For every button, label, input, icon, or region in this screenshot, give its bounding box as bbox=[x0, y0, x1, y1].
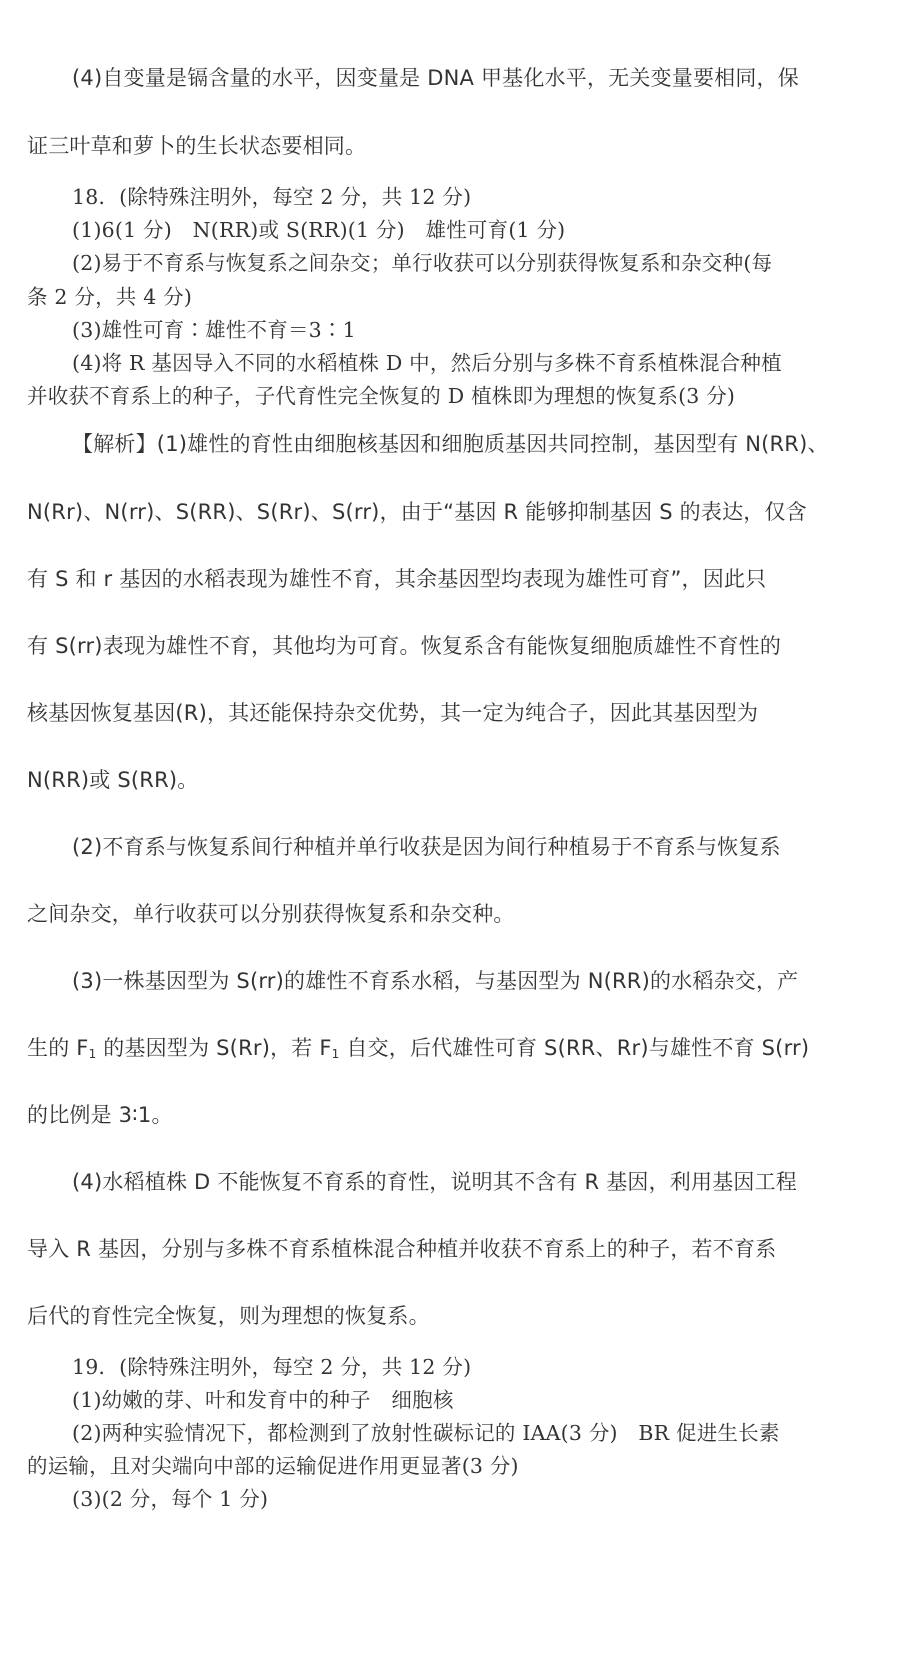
q18-answer-2-line2: 条 2 分，共 4 分) bbox=[27, 285, 193, 309]
q19-header: 19．(除特殊注明外，每空 2 分，共 12 分) bbox=[72, 1355, 472, 1379]
subscript-1b: 1 bbox=[331, 1047, 340, 1061]
analysis-p3-text-a: 生的 F bbox=[27, 1036, 89, 1060]
analysis-p2-line1: (2)不育系与恢复系间行种植并单行收获是因为间行种植易于不育系与恢复系 bbox=[72, 835, 781, 859]
analysis-p4-line1: (4)水稻植株 D 不能恢复不育系的育性，说明其不含有 R 基因，利用基因工程 bbox=[72, 1170, 798, 1194]
q19-answer-2-line2: 的运输，且对尖端向中部的运输促进作用更显著(3 分) bbox=[27, 1454, 519, 1478]
analysis-p3-line3: 的比例是 3∶1。 bbox=[27, 1103, 173, 1127]
analysis-p4-line2: 导入 R 基因，分别与多株不育系植株混合种植并收获不育系上的种子，若不育系 bbox=[27, 1237, 777, 1261]
subscript-1a: 1 bbox=[88, 1047, 97, 1061]
analysis-p1-line6: N(RR)或 S(RR)。 bbox=[27, 768, 199, 792]
q18-answer-4-line2: 并收获不育系上的种子，子代育性完全恢复的 D 植株即为理想的恢复系(3 分) bbox=[27, 384, 736, 408]
q19-answer-2-line1: (2)两种实验情况下，都检测到了放射性碳标记的 IAA(3 分) BR 促进生长素 bbox=[72, 1421, 780, 1445]
q18-answer-1: (1)6(1 分) N(RR)或 S(RR)(1 分) 雄性可育(1 分) bbox=[72, 218, 566, 242]
analysis-p4-line3: 后代的育性完全恢复，则为理想的恢复系。 bbox=[27, 1304, 430, 1328]
analysis-p2-line2: 之间杂交，单行收获可以分别获得恢复系和杂交种。 bbox=[27, 902, 515, 926]
q19-answer-1: (1)幼嫩的芽、叶和发育中的种子 细胞核 bbox=[72, 1388, 454, 1412]
q19-answer-3: (3)(2 分，每个 1 分) bbox=[72, 1487, 269, 1511]
analysis-p3-line2 bbox=[27, 1032, 809, 1062]
q17-part4-line2: 证三叶草和萝卜的生长状态要相同。 bbox=[27, 134, 367, 158]
q18-answer-2-line1: (2)易于不育系与恢复系之间杂交；单行收获可以分别获得恢复系和杂交种(每 bbox=[72, 251, 773, 275]
q18-header: 18．(除特殊注明外，每空 2 分，共 12 分) bbox=[72, 185, 472, 209]
q18-answer-3: (3)雄性可育∶雄性不育＝3∶1 bbox=[72, 318, 356, 342]
analysis-p1-line1: 【解析】(1)雄性的育性由细胞核基因和细胞质基因共同控制，基因型有 N(RR)、 bbox=[72, 432, 829, 456]
analysis-p1-line2: N(Rr)、N(rr)、S(RR)、S(Rr)、S(rr)，由于“基因 R 能够抑制基因 S 的表达，仅含 bbox=[27, 500, 807, 524]
q17-part4-line1: (4)自变量是镉含量的水平，因变量是 DNA 甲基化水平，无关变量要相同，保 bbox=[72, 66, 799, 90]
q18-answer-4-line1: (4)将 R 基因导入不同的水稻植株 D 中，然后分别与多株不育系植株混合种植 bbox=[72, 351, 782, 375]
analysis-p1-line5: 核基因恢复基因(R)，其还能保持杂交优势，其一定为纯合子，因此其基因型为 bbox=[27, 701, 759, 725]
analysis-p3-line1: (3)一株基因型为 S(rr)的雄性不育系水稻，与基因型为 N(RR)的水稻杂交，产 bbox=[72, 969, 799, 993]
analysis-p3-text-c: 自交，后代雄性可育 S(RR、Rr)与雄性不育 S(rr) bbox=[339, 1036, 810, 1060]
analysis-p1-line4: 有 S(rr)表现为雄性不育，其他均为可育。恢复系含有能恢复细胞质雄性不育性的 bbox=[27, 634, 782, 658]
analysis-p1-line3: 有 S 和 r 基因的水稻表现为雄性不育，其余基因型均表现为雄性可育”，因此只 bbox=[27, 567, 767, 591]
analysis-p3-text-b: 的基因型为 S(Rr)，若 F bbox=[96, 1036, 332, 1060]
